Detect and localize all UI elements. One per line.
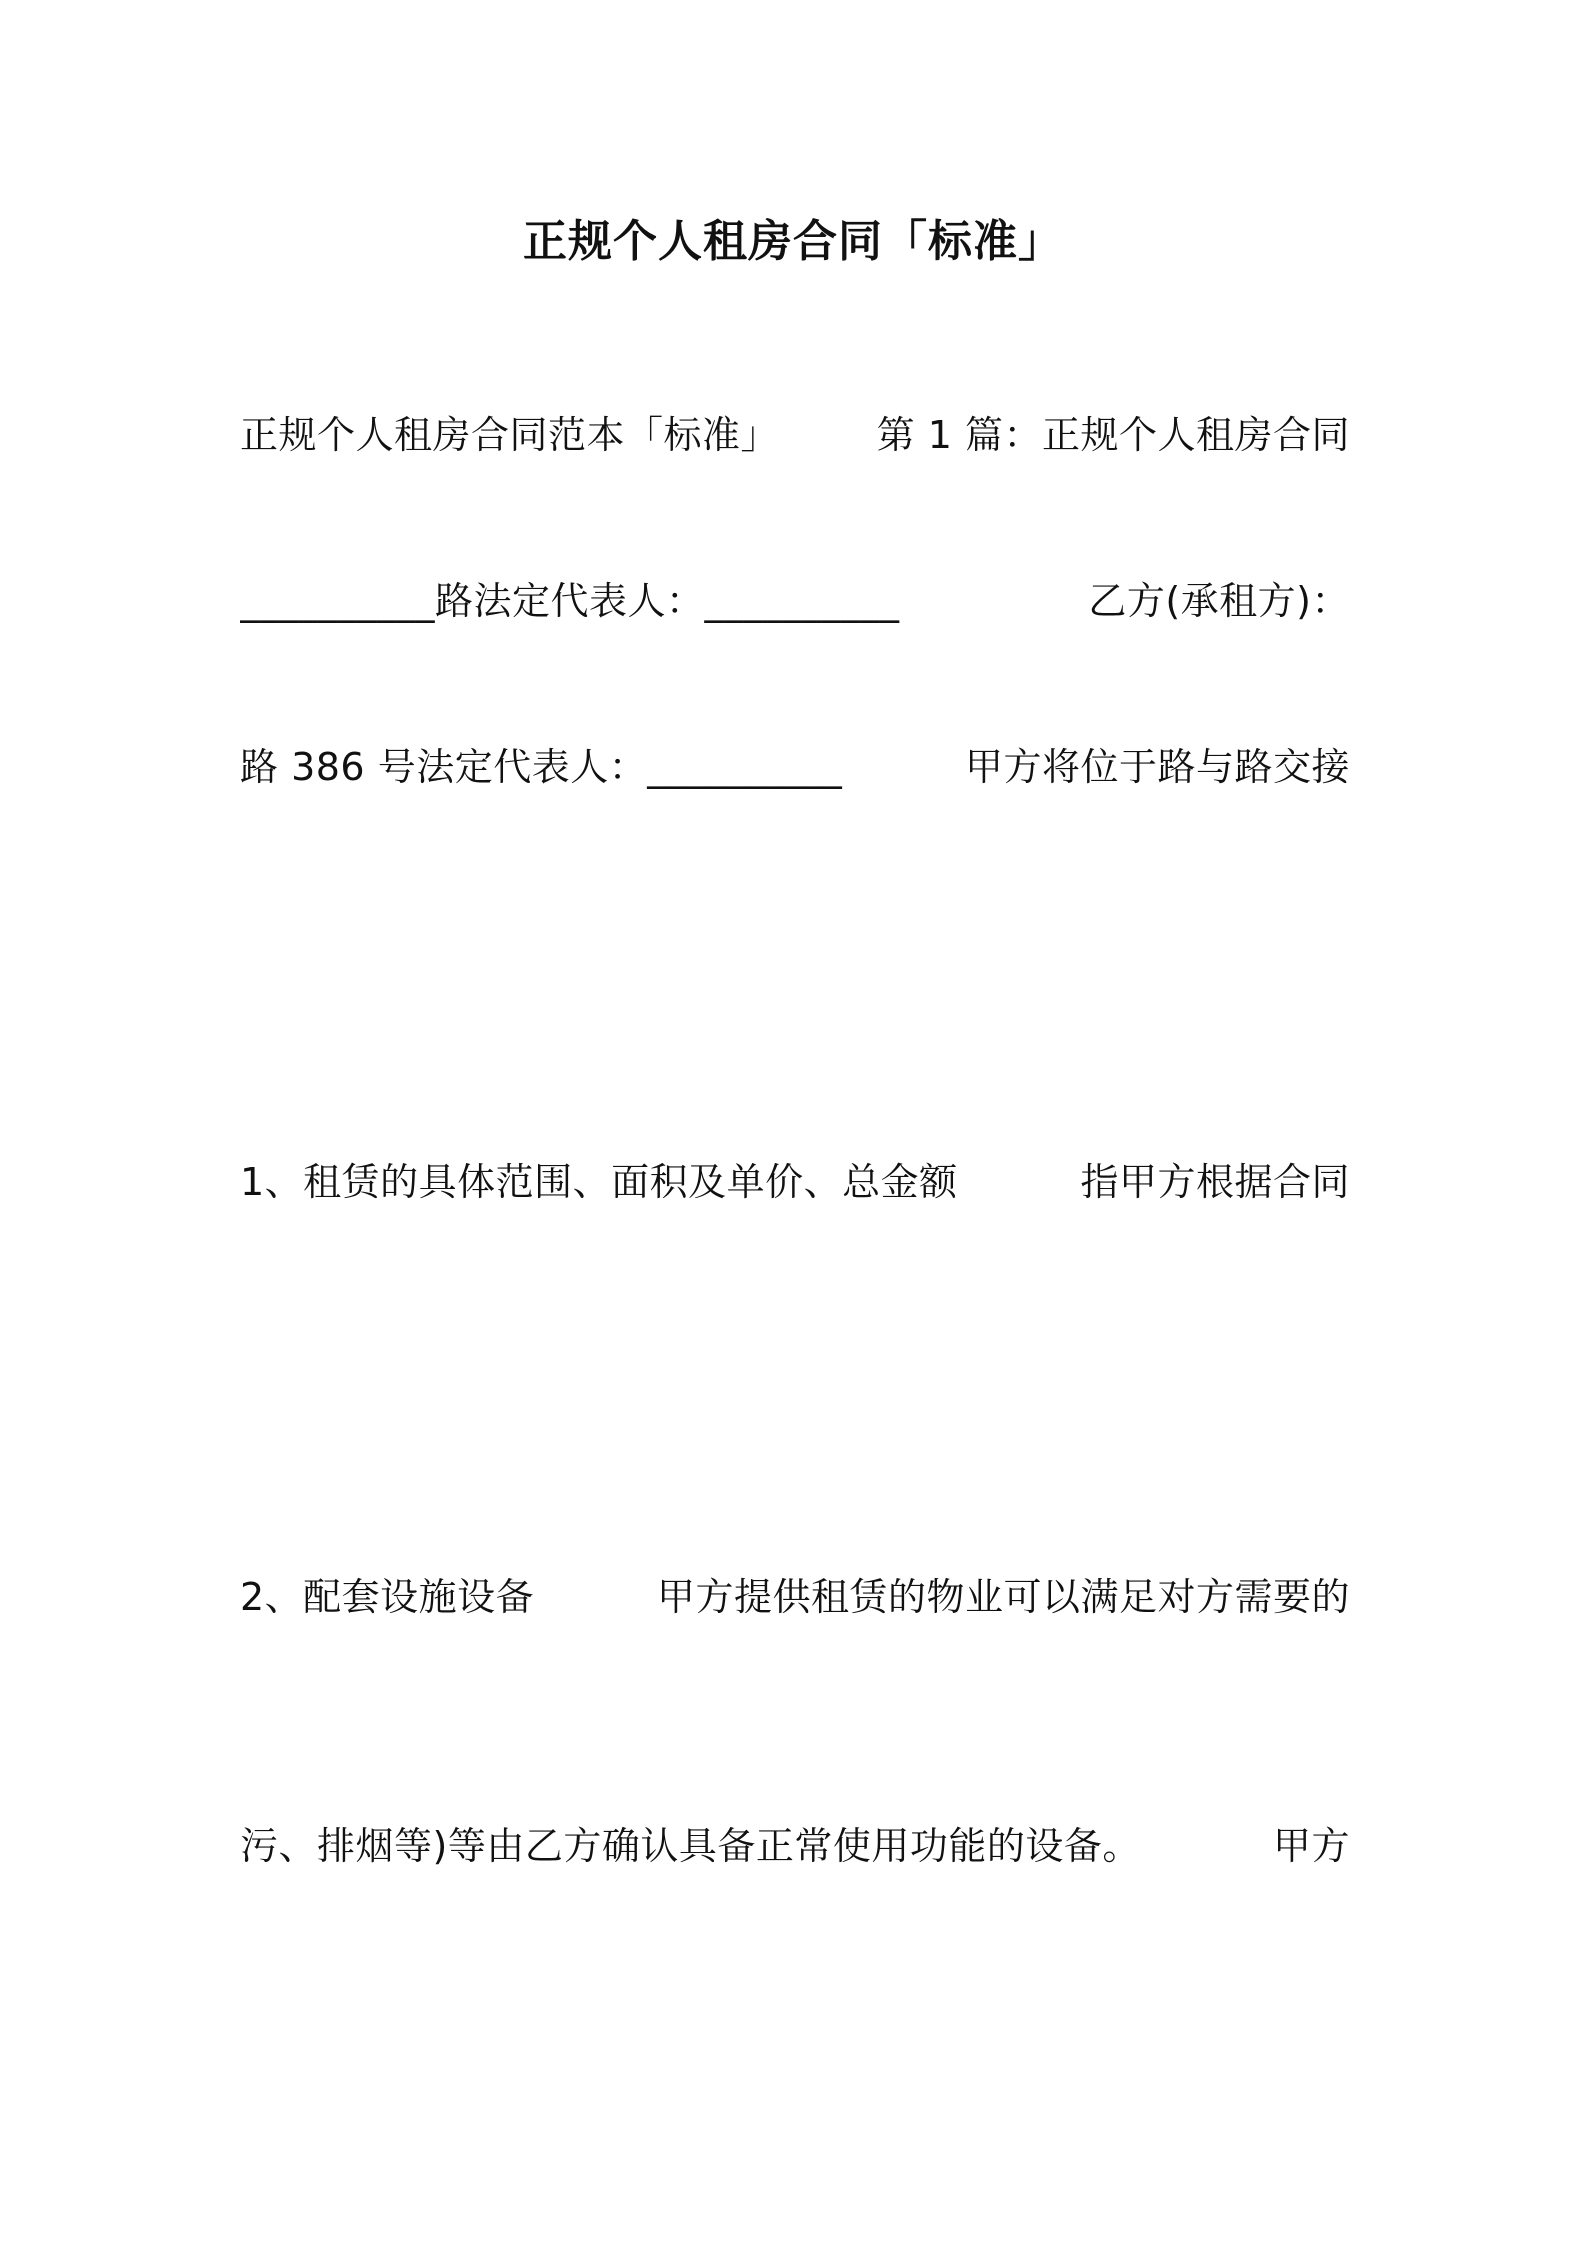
text-line	[240, 1235, 1350, 1295]
text-line	[240, 1484, 1350, 1544]
text-line	[240, 571, 1350, 631]
text-line	[240, 1401, 1350, 1461]
page-title: 正规个人租房合同「标准」	[523, 216, 1063, 267]
text-segment: 甲方将位于路与路交接	[964, 745, 1350, 789]
text-line	[240, 1318, 1350, 1378]
text-line	[240, 986, 1350, 1046]
text-line	[240, 654, 1350, 714]
text-segment: 第 1 篇：正规个人租房合同	[876, 413, 1350, 457]
text-line	[240, 1733, 1350, 1793]
text-segment: 污、排烟等)等由乙方确认具备正常使用功能的设备。	[240, 1824, 1141, 1868]
text-segment: __________路法定代表人：__________	[240, 579, 900, 623]
text-line	[240, 1152, 1350, 1212]
text-line	[240, 405, 1350, 465]
text-segment: 甲方提供租赁的物业可以满足对方需要的	[656, 1575, 1350, 1619]
text-segment: 甲方	[1272, 1824, 1350, 1868]
text-segment: 指甲方根据合同	[1080, 1160, 1350, 1204]
text-line	[240, 1650, 1350, 1710]
text-segment: 1、租赁的具体范围、面积及单价、总金额	[240, 1160, 958, 1204]
text-line	[240, 1567, 1350, 1627]
text-segment: 乙方(承租方)：	[1088, 579, 1350, 623]
text-line	[240, 820, 1350, 880]
text-segment: 正规个人租房合同范本「标准」	[240, 413, 780, 457]
text-line	[240, 903, 1350, 963]
text-line	[240, 1816, 1350, 1876]
text-line	[240, 1899, 1350, 1959]
section-heading	[240, 1069, 1350, 1129]
text-segment: 路 386 号法定代表人：__________	[240, 745, 843, 789]
text-segment: 2、配套设施设备	[240, 1575, 535, 1619]
text-line	[240, 737, 1350, 797]
text-line	[240, 488, 1350, 548]
